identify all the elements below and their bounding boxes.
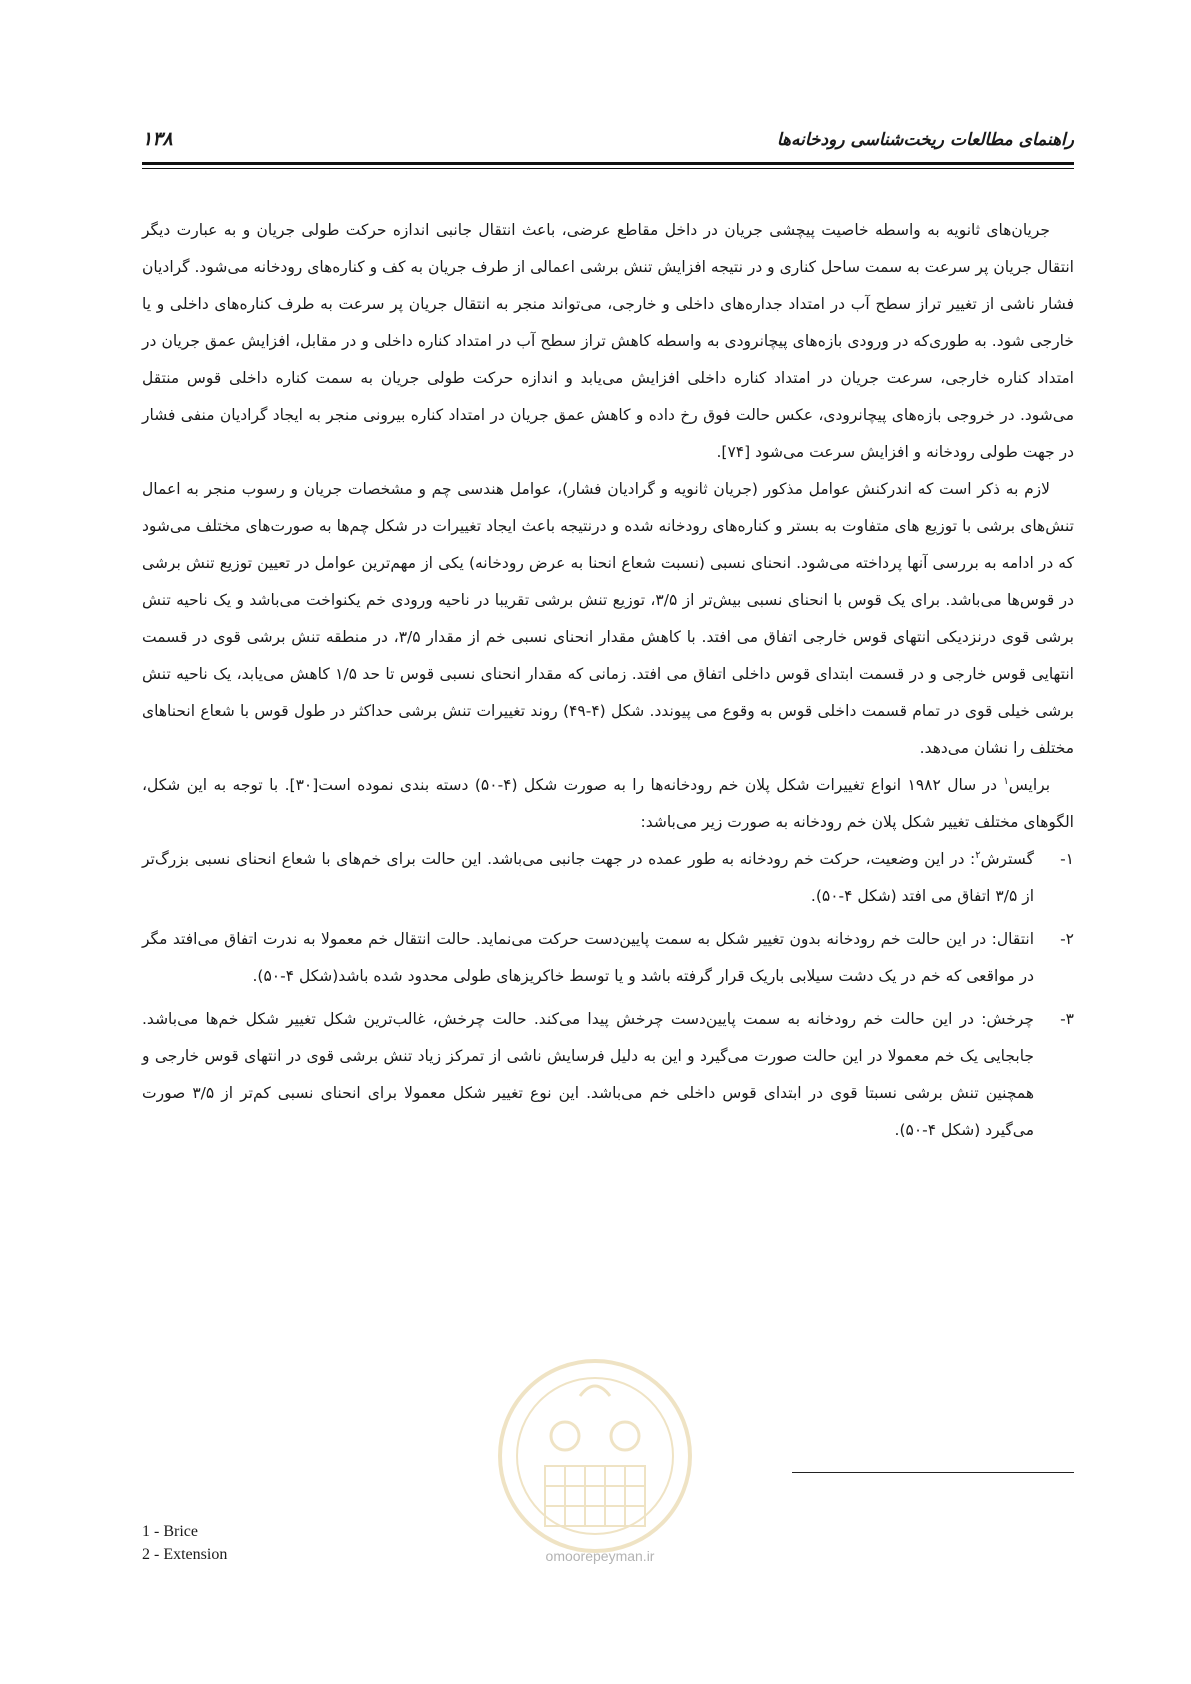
list-text: : در این وضعیت، حرکت خم رودخانه به طور عمده در جهت جانبی می‌باشد. این حالت برای خم‌های با شعاع انحنای نسبی بزرگ‌تر از ۳/۵ اتفاق می افتد (شکل ۴-۵۰). xyxy=(142,850,1034,905)
list-item xyxy=(142,1001,1074,1149)
header-rule-thin xyxy=(142,168,1074,169)
list-item xyxy=(142,921,1074,995)
paragraph: جریان‌های ثانویه به واسطه خاصیت پیچشی جریان در داخل مقاطع عرضی، باعث انتقال جانبی اندازه حرکت طولی جریان و به عبارت دیگر انتقال جریان پر سرعت به سمت ساحل کناری و در نتیجه افزایش تنش برشی اعمالی از طرف جریان به کف و کناره‌های رودخانه می‌شود. گرادیان فشار ناشی از تغییر تراز سطح آب در امتداد جداره‌های داخلی و خارجی، می‌تواند منجر به انتقال جریان پر سرعت به طرف کناره‌های داخلی و یا خارجی شود. به طوری‌که در ورودی بازه‌های پیچانرودی به واسطه کاهش تراز سطح آب در امتداد کناره داخلی و در مقابل، افزایش عمق جریان در امتداد کناره خارجی، سرعت جریان در امتداد کناره داخلی افزایش می‌یابد و اندازه حرکت طولی جریان به سمت کناره داخلی قوس منتقل می‌شود. در خروجی بازه‌های پیچانرودی، عکس حالت فوق رخ داده و کاهش عمق جریان در امتداد کناره بیرونی منجر به ایجاد گرادیان منفی فشار در جهت طولی رودخانه و افزایش سرعت می‌شود [۷۴]. xyxy=(142,221,1074,461)
footnote-ref: ۱ xyxy=(1003,775,1009,787)
watermark-logo-icon xyxy=(490,1356,700,1556)
footnote-ref: ۲ xyxy=(975,849,981,861)
book-title: راهنمای مطالعات ریخت‌شناسی رودخانه‌ها xyxy=(776,130,1074,150)
page-number: ۱۳۸ xyxy=(142,128,173,150)
list-text: انتقال: در این حالت خم رودخانه بدون تغییر شکل به سمت پایین‌دست حرکت می‌نماید. حالت انتقال خم معمولا به ندرت اتفاق می‌افتد مگر در مواقعی که خم در یک دشت سیلابی باریک قرار گرفته باشد و یا توسط خاکریزهای طولی محدود شده باشد(شکل ۴-۵۰). xyxy=(142,930,1034,985)
body-text xyxy=(142,212,1074,1155)
list-label: گسترش xyxy=(980,850,1034,868)
footnote-rule xyxy=(792,1472,1074,1473)
watermark-text: omoorepeyman.ir xyxy=(545,1548,655,1564)
paragraph xyxy=(142,767,1074,841)
paragraph: لازم به ذکر است که اندرکنش عوامل مذکور (جریان ثانویه و گرادیان فشار)، عوامل هندسی چم و مشخصات جریان و رسوب منجر به اعمال تنش‌های برشی با توزیع های متفاوت به بستر و کناره‌های رودخانه شده و درنتیجه باعث ایجاد تغییرات در شکل چم‌ها به صورت‌های مختلف می‌شود که در ادامه به بررسی آنها پرداخته می‌شود. انحنای نسبی (نسبت شعاع انحنا به عرض رودخانه) یکی از مهم‌ترین عوامل در تعیین توزیع تنش برشی در قوس‌ها می‌باشد. برای یک قوس با انحنای نسبی بیش‌تر از ۳/۵، توزیع تنش برشی تقریبا در ناحیه ورودی خم یکنواخت می‌باشد و یک ناحیه تنش برشی قوی درنزدیکی انتهای قوس خارجی اتفاق می افتد. با کاهش مقدار انحنای نسبی خم از مقدار ۳/۵، در منطقه تنش برشی قوی در قسمت انتهایی قوس خارجی و در قسمت ابتدای قوس داخلی اتفاق می افتد. زمانی که مقدار انحنای نسبی قوس تا حد ۱/۵ کاهش می‌یابد، یک ناحیه تنش برشی خیلی قوی در تمام قسمت داخلی قوس به وقوع می پیوندد. شکل (۴-۴۹) روند تغییرات تنش برشی حداکثر در طول قوس با شعاع انحناهای مختلف را نشان می‌دهد. xyxy=(142,480,1074,757)
list-text: چرخش: در این حالت خم رودخانه به سمت پایین‌دست چرخش پیدا می‌کند. حالت چرخش، غالب‌ترین شکل تغییر شکل خم‌ها می‌باشد. جابجایی یک خم معمولا در این حالت صورت می‌گیرد و این به دلیل فرسایش ناشی از تمرکز زیاد تنش برشی قوی در انتهای قوس خارجی و همچنین تنش برشی نسبتا قوی در ابتدای قوس داخلی خم می‌باشد. این نوع تغییر شکل معمولا برای انحنای نسبی کم‌تر از ۳/۵ صورت می‌گیرد (شکل ۴-۵۰). xyxy=(142,1010,1034,1139)
footnote: 1 - Brice xyxy=(142,1523,198,1540)
paragraph-rest: در سال ۱۹۸۲ انواع تغییرات شکل پلان خم رودخانه‌ها را به صورت شکل (۴-۵۰) دسته بندی نموده است[۳۰]. با توجه به این شکل، الگوهای مختلف تغییر شکل پلان خم رودخانه به صورت زیر می‌باشد: xyxy=(142,776,1074,831)
footnote: 2 - Extension xyxy=(142,1546,228,1563)
list-item xyxy=(142,841,1074,915)
pattern-list xyxy=(142,841,1074,1149)
list-number: ۳- xyxy=(1060,1010,1074,1028)
list-number: ۲- xyxy=(1060,930,1074,948)
paragraph-lead: برایس xyxy=(1008,776,1051,794)
footnotes xyxy=(142,1520,227,1566)
header-rule xyxy=(142,162,1074,165)
list-number: ۱- xyxy=(1060,850,1074,868)
